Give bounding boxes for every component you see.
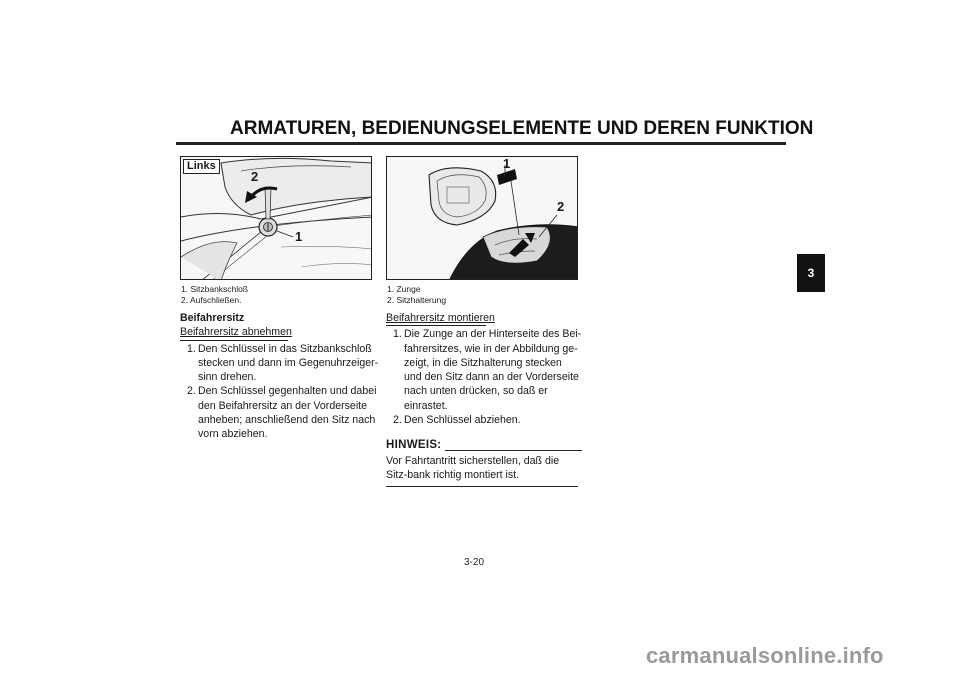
list-item	[180, 342, 380, 385]
note-end-rule	[386, 486, 578, 487]
figure-left-caption	[181, 284, 248, 306]
seat-holder-drawing	[387, 157, 578, 280]
subheading-rule	[386, 325, 486, 326]
seat-holder-illustration	[386, 156, 578, 280]
right-column	[386, 311, 582, 487]
seat-lock-illustration	[180, 156, 372, 280]
caption-line: 2. Aufschließen.	[181, 295, 242, 305]
caption-line: 1. Zunge	[387, 284, 421, 294]
note-label: HINWEIS:	[386, 439, 442, 452]
step-number: 2.	[393, 414, 402, 427]
orientation-tag: Links	[183, 159, 220, 174]
step-number: 1.	[393, 328, 402, 341]
list-item	[386, 413, 582, 427]
title-rule	[176, 142, 786, 145]
callout-2: 2	[251, 169, 259, 184]
note-text: Vor Fahrtantritt sicherstellen, daß die Sitz-bank richtig montiert ist.	[386, 454, 560, 481]
chapter-tab: 3	[797, 254, 825, 292]
step-number: 2.	[187, 385, 196, 398]
step-text: Die Zunge an der Hinterseite des Bei-fahrersitzes, wie in der Abbildung ge-zeigt, in die Sitzhalterung stecken und den Sitz dann an der Vorderseite nach unten drücken, so daß er einrastet.	[404, 328, 582, 412]
callout-1: 1	[503, 156, 511, 171]
section-heading: Beifahrersitz	[180, 312, 245, 324]
page-title: ARMATUREN, BEDIENUNGSELEMENTE UND DEREN FUNKTION	[230, 118, 814, 139]
watermark: carmanualsonline.info	[646, 643, 884, 668]
step-text: Den Schlüssel abziehen.	[404, 414, 521, 427]
note-header	[386, 438, 582, 452]
removal-steps	[180, 342, 380, 442]
step-text: Den Schlüssel gegenhalten und dabei den Beifahrersitz an der Vorderseite anheben; anschließend den Sitz nach vorn abziehen.	[198, 385, 377, 441]
left-column	[180, 311, 380, 442]
callout-2: 2	[557, 199, 565, 214]
subsection-heading: Beifahrersitz montieren	[386, 312, 495, 324]
callout-1: 1	[295, 229, 303, 244]
caption-line: 2. Sitzhalterung	[387, 295, 447, 305]
seat-lock-drawing	[181, 157, 372, 280]
figure-right-caption	[387, 284, 446, 306]
subheading-rule	[180, 340, 288, 341]
note-rule	[445, 450, 582, 451]
list-item	[386, 327, 582, 413]
caption-line: 1. Sitzbankschloß	[181, 284, 249, 294]
installation-steps	[386, 327, 582, 427]
step-text: Den Schlüssel in das Sitzbankschloß stecken und dann im Gegenuhrzeiger-sinn drehen.	[198, 342, 379, 384]
step-number: 1.	[187, 342, 196, 355]
subsection-heading: Beifahrersitz abnehmen	[180, 326, 292, 339]
page-number: 3-20	[464, 557, 485, 568]
list-item	[180, 384, 380, 441]
